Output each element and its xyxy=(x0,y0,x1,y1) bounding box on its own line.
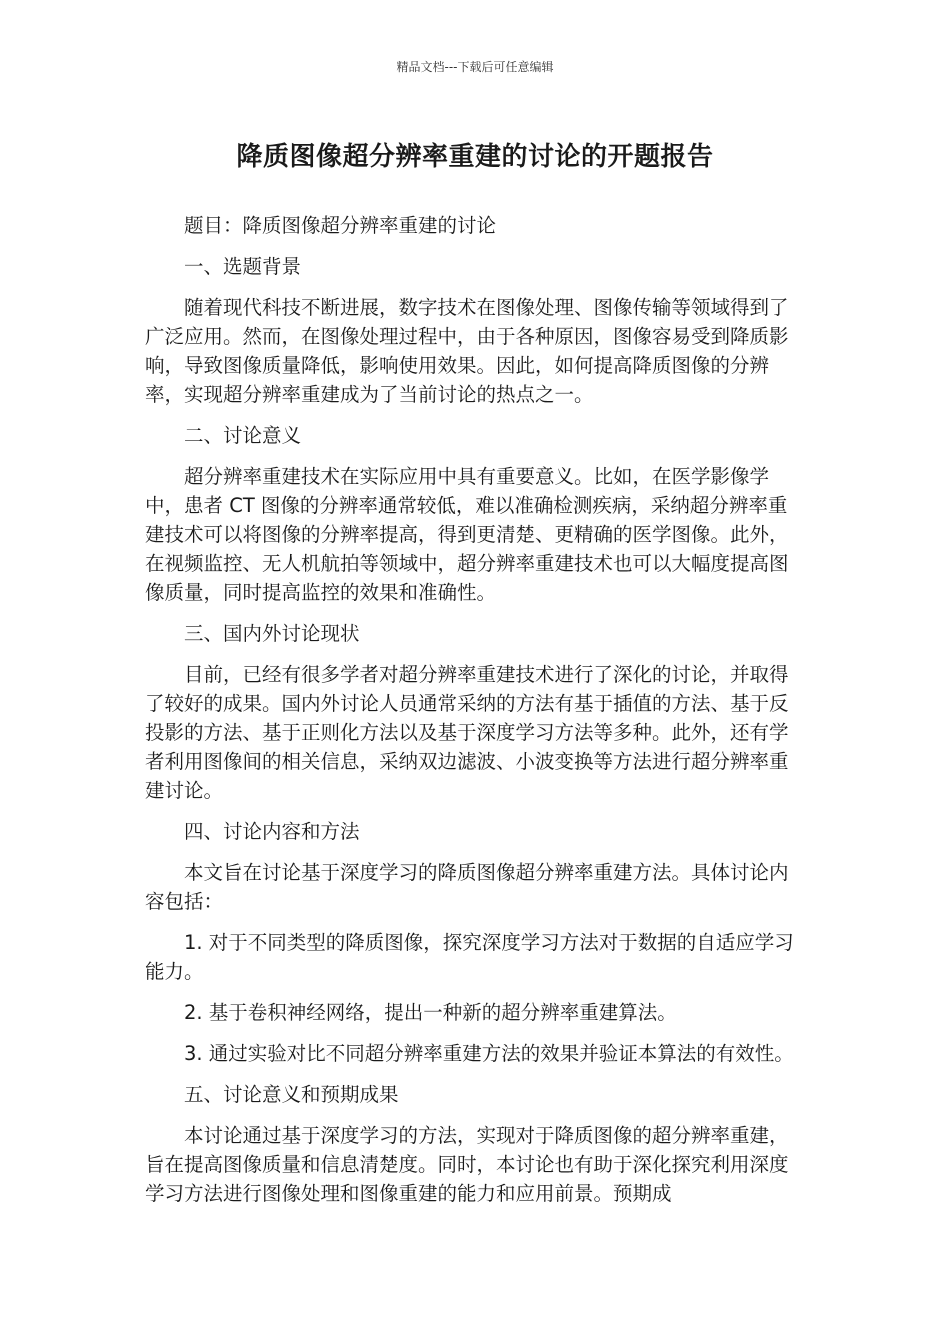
section-heading: 四、讨论内容和方法 xyxy=(184,820,360,843)
list-item: 2. 基于卷积神经网络，提出一种新的超分辨率重建算法。 xyxy=(184,1001,677,1024)
paragraph: 超分辨率重建技术在实际应用中具有重要意义。比如，在医学影像学中，患者 CT 图像的分辨率通常较低，难以准确检测疾病，采纳超分辨率重建技术可以将图像的分辨率提高，得到更清楚、更精确的医学图像。此外，在视频监控、无人机航拍等领域中，超分辨率重建技术也可以大幅度提高图像质量，同时提高监控的效果和准确性。 xyxy=(145,465,789,604)
document-title: 降质图像超分辨率重建的讨论的开题报告 xyxy=(236,142,714,172)
section-heading: 一、选题背景 xyxy=(184,255,302,278)
section-heading: 二、讨论意义 xyxy=(184,424,302,447)
paragraph: 本讨论通过基于深度学习的方法，实现对于降质图像的超分辨率重建，旨在提高图像质量和信息清楚度。同时，本讨论也有助于深化探究利用深度学习方法进行图像处理和图像重建的能力和应用前景。预期成 xyxy=(145,1124,789,1205)
paragraph: 目前，已经有很多学者对超分辨率重建技术进行了深化的讨论，并取得了较好的成果。国内外讨论人员通常采纳的方法有基于插值的方法、基于反投影的方法、基于正则化方法以及基于深度学习方法等多种。此外，还有学者利用图像间的相关信息，采纳双边滤波、小波变换等方法进行超分辨率重建讨论。 xyxy=(145,663,789,802)
paragraph: 本文旨在讨论基于深度学习的降质图像超分辨率重建方法。具体讨论内容包括： xyxy=(145,861,789,913)
subject-line: 题目：降质图像超分辨率重建的讨论 xyxy=(184,214,497,237)
paragraph: 随着现代科技不断进展，数字技术在图像处理、图像传输等领域得到了广泛应用。然而，在图像处理过程中，由于各种原因，图像容易受到降质影响，导致图像质量降低，影响使用效果。因此，如何提高降质图像的分辨率，实现超分辨率重建成为了当前讨论的热点之一。 xyxy=(145,296,789,406)
section-heading: 三、国内外讨论现状 xyxy=(184,622,360,645)
list-item: 3. 通过实验对比不同超分辨率重建方法的效果并验证本算法的有效性。 xyxy=(184,1042,794,1065)
list-item: 1. 对于不同类型的降质图像，探究深度学习方法对于数据的自适应学习能力。 xyxy=(145,931,794,983)
section-heading: 五、讨论意义和预期成果 xyxy=(184,1083,399,1106)
header-note: 精品文档---下载后可任意编辑 xyxy=(396,60,554,74)
document-body xyxy=(145,211,805,1220)
